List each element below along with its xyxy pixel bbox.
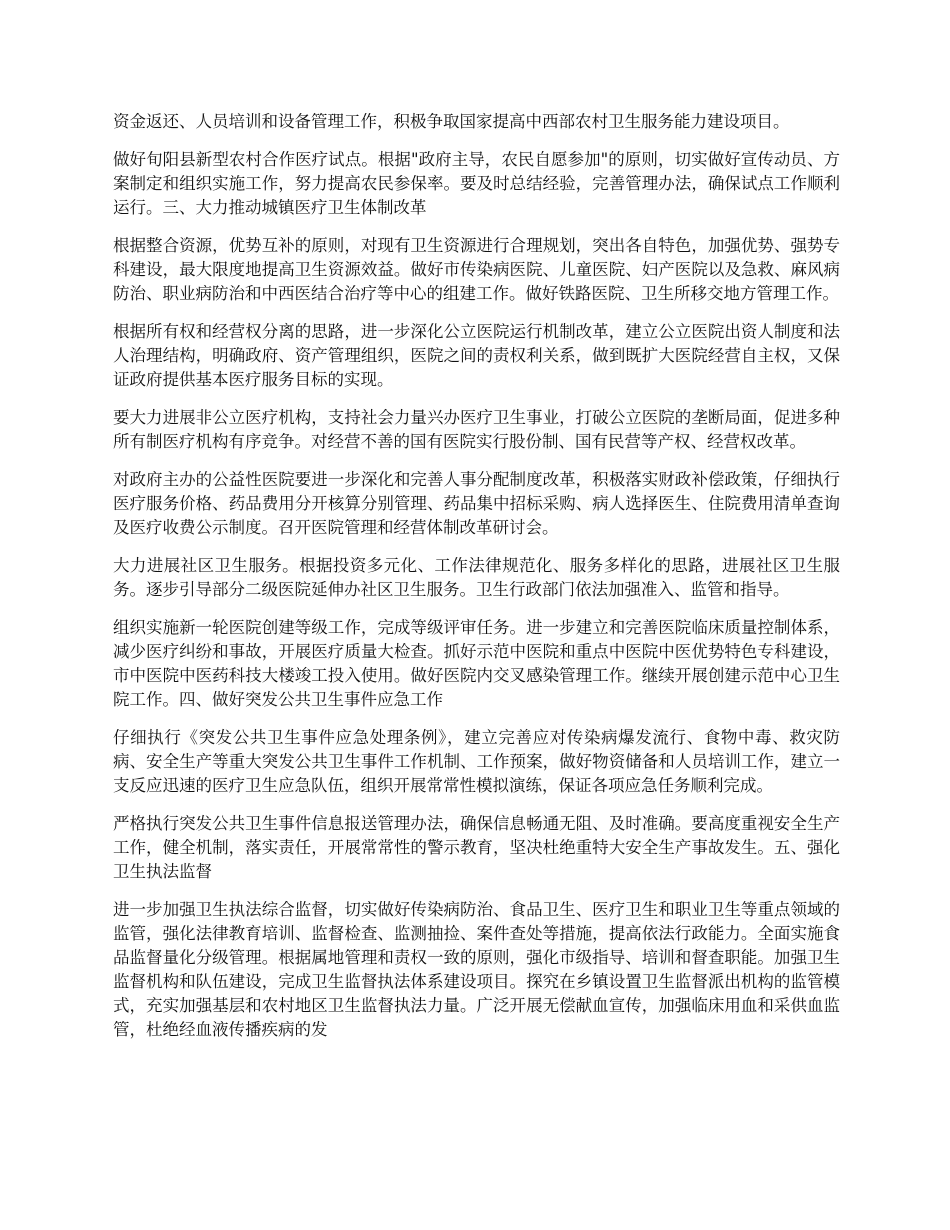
paragraph: 大力进展社区卫生服务。根据投资多元化、工作法律规范化、服务多样化的思路，进展社区卫生服务。逐步引导部分二级医院延伸办社区卫生服务。卫生行政部门依法加强准入、监管和指导。 <box>113 556 840 599</box>
paragraph: 要大力进展非公立医疗机构，支持社会力量兴办医疗卫生事业，打破公立医院的垄断局面，促进多种所有制医疗机构有序竞争。对经营不善的国有医院实行股份制、国有民营等产权、经营权改革。 <box>113 408 840 451</box>
paragraph: 对政府主办的公益性医院要进一步深化和完善人事分配制度改革，积极落实财政补偿政策，仔细执行医疗服务价格、药品费用分开核算分别管理、药品集中招标采购、病人选择医生、住院费用清单查询及医疗收费公示制度。召开医院管理和经营体制改革研讨会。 <box>113 470 840 537</box>
paragraph: 资金返还、人员培训和设备管理工作，积极争取国家提高中西部农村卫生服务能力建设项目。 <box>113 112 790 131</box>
paragraph: 做好旬阳县新型农村合作医疗试点。根据"政府主导，农民自愿参加"的原则，切实做好宣传动员、方案制定和组织实施工作，努力提高农民参保率。要及时总结经验，完善管理办法，确保试点工作顺利运行。三、大力推动城镇医疗卫生体制改革 <box>113 150 840 217</box>
paragraph: 根据整合资源，优势互补的原则，对现有卫生资源进行合理规划，突出各自特色，加强优势、强势专科建设，最大限度地提高卫生资源效益。做好市传染病医院、儿童医院、妇产医院以及急救、麻风病防治、职业病防治和中西医结合治疗等中心的组建工作。做好铁路医院、卫生所移交地方管理工作。 <box>113 236 840 303</box>
paragraph: 组织实施新一轮医院创建等级工作，完成等级评审任务。进一步建立和完善医院临床质量控制体系，减少医疗纠纷和事故，开展医疗质量大检查。抓好示范中医院和重点中医院中医优势特色专科建设，市中医院中医药科技大楼竣工投入使用。做好医院内交叉感染管理工作。继续开展创建示范中心卫生院工作。四、做好突发公共卫生事件应急工作 <box>113 618 840 709</box>
paragraph: 仔细执行《突发公共卫生事件应急处理条例》，建立完善应对传染病爆发流行、食物中毒、救灾防病、安全生产等重大突发公共卫生事件工作机制、工作预案，做好物资储备和人员培训工作，建立一支反应迅速的医疗卫生应急队伍，组织开展常常性模拟演练，保证各项应急任务顺利完成。 <box>113 728 840 795</box>
paragraph: 严格执行突发公共卫生事件信息报送管理办法，确保信息畅通无阻、及时准确。要高度重视安全生产工作，健全机制，落实责任，开展常常性的警示教育，坚决杜绝重特大安全生产事故发生。五、强化卫生执法监督 <box>113 814 840 881</box>
paragraph: 进一步加强卫生执法综合监督，切实做好传染病防治、食品卫生、医疗卫生和职业卫生等重点领域的监管，强化法律教育培训、监督检查、监测抽捡、案件查处等措施，提高依法行政能力。全面实施食品监督量化分级管理。根据属地管理和责权一致的原则，强化市级指导、培训和督查职能。加强卫生监督机构和队伍建设，完成卫生监督执法体系建设项目。探究在乡镇设置卫生监督派出机构的监管模式，充实加强基层和农村地区卫生监督执法力量。广泛开展无偿献血宣传，加强临床用血和采供血监管，杜绝经血液传播疾病的发 <box>113 900 840 1039</box>
paragraph: 根据所有权和经营权分离的思路，进一步深化公立医院运行机制改革，建立公立医院出资人制度和法人治理结构，明确政府、资产管理组织，医院之间的责权利关系，做到既扩大医院经营自主权，又保证政府提供基本医疗服务目标的实现。 <box>113 322 840 389</box>
document-body <box>113 110 840 1056</box>
